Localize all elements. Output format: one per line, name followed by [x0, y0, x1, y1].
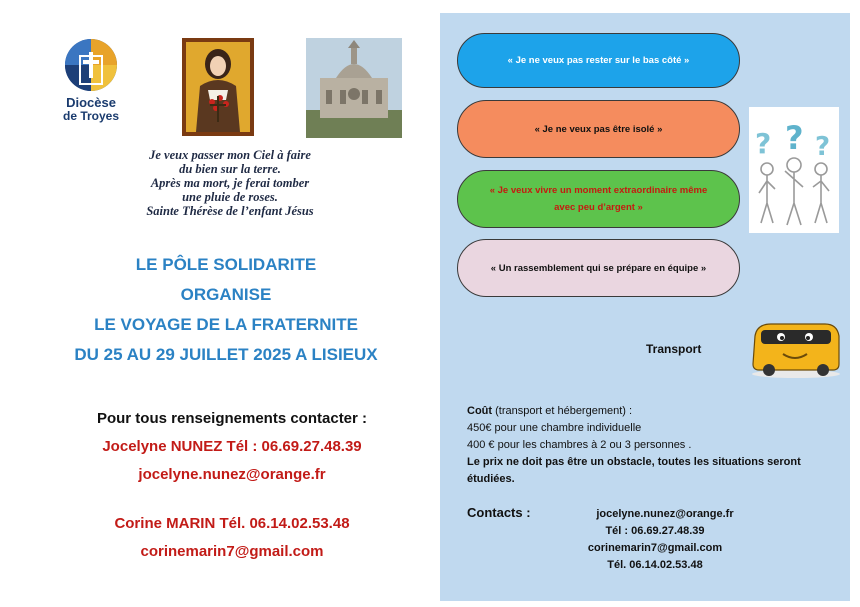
contacts-phone2: Tél. 06.14.02.53.48 [607, 559, 703, 571]
diocese-emblem-icon [64, 38, 118, 92]
bubble-text: « Je ne veux pas être isolé » [534, 123, 663, 135]
bus-icon [749, 320, 843, 378]
cost-detail: (transport et hébergement) : [492, 405, 633, 417]
logo-line2: de Troyes [62, 109, 120, 123]
bubble-text: « Un rassemblement qui se prépare en équipe » [490, 262, 707, 274]
speech-bubble-1 [457, 33, 740, 88]
cost-note: Le prix ne doit pas être un obstacle, toutes les situations seront étudiées. [467, 456, 801, 485]
title-line4: DU 25 AU 29 JUILLET 2025 A LISIEUX [74, 345, 378, 364]
quote-line: Je veux passer mon Ciel à faire [149, 148, 311, 162]
bubble-text: « Je veux vivre un moment extraordinaire même avec peu d’argent » [489, 185, 708, 213]
bubble-text: « Je ne veux pas rester sur le bas côté » [507, 55, 690, 66]
quote-line: du bien sur la terre. [179, 162, 281, 176]
quote-line: Après ma mort, je ferai tomber [150, 176, 310, 190]
contact-person1: Jocelyne NUNEZ Tél : 06.69.27.48.39 [102, 438, 362, 455]
speech-bubble-2 [457, 100, 740, 158]
speech-bubble-4 [457, 239, 740, 297]
contact-email2[interactable]: corinemarin7@gmail.com [140, 543, 324, 560]
question-people-image [749, 107, 839, 233]
speech-bubble-3 [457, 170, 740, 228]
contacts-email1[interactable]: jocelyne.nunez@orange.fr [596, 508, 734, 520]
title-line3: LE VOYAGE DE LA FRATERNITE [94, 315, 358, 334]
contacts-label: Contacts : [467, 505, 531, 520]
therese-quote [110, 148, 350, 218]
contact-intro: Pour tous renseignements contacter : [96, 410, 368, 427]
saint-therese-icon-image [182, 38, 254, 136]
contact-email1[interactable]: jocelyne.nunez@orange.fr [138, 466, 326, 483]
basilica-image [306, 38, 402, 138]
transport-label: Transport [646, 342, 702, 356]
cost-label: Coût [467, 405, 493, 417]
title-line1: LE PÔLE SOLIDARITE [135, 255, 317, 274]
cost-shared: 400 € pour les chambres à 2 ou 3 personnes . [467, 439, 692, 451]
cost-single: 450€ pour une chambre individuelle [467, 422, 642, 434]
diocese-logo [56, 38, 126, 133]
quote-attribution: Sainte Thérèse de l’enfant Jésus [146, 204, 314, 218]
contact-person2: Corine MARIN Tél. 06.14.02.53.48 [114, 515, 350, 532]
logo-line1: Diocèse [66, 95, 116, 110]
title-line2: ORGANISE [180, 285, 272, 304]
svg-text:?: ? [815, 132, 831, 162]
svg-text:?: ? [755, 127, 772, 160]
contacts-phone1: Tél : 06.69.27.48.39 [605, 525, 705, 537]
cost-section [467, 403, 837, 488]
svg-text:?: ? [785, 119, 804, 157]
quote-line: une pluie de roses. [182, 190, 278, 204]
contacts-email2[interactable]: corinemarin7@gmail.com [587, 542, 723, 554]
